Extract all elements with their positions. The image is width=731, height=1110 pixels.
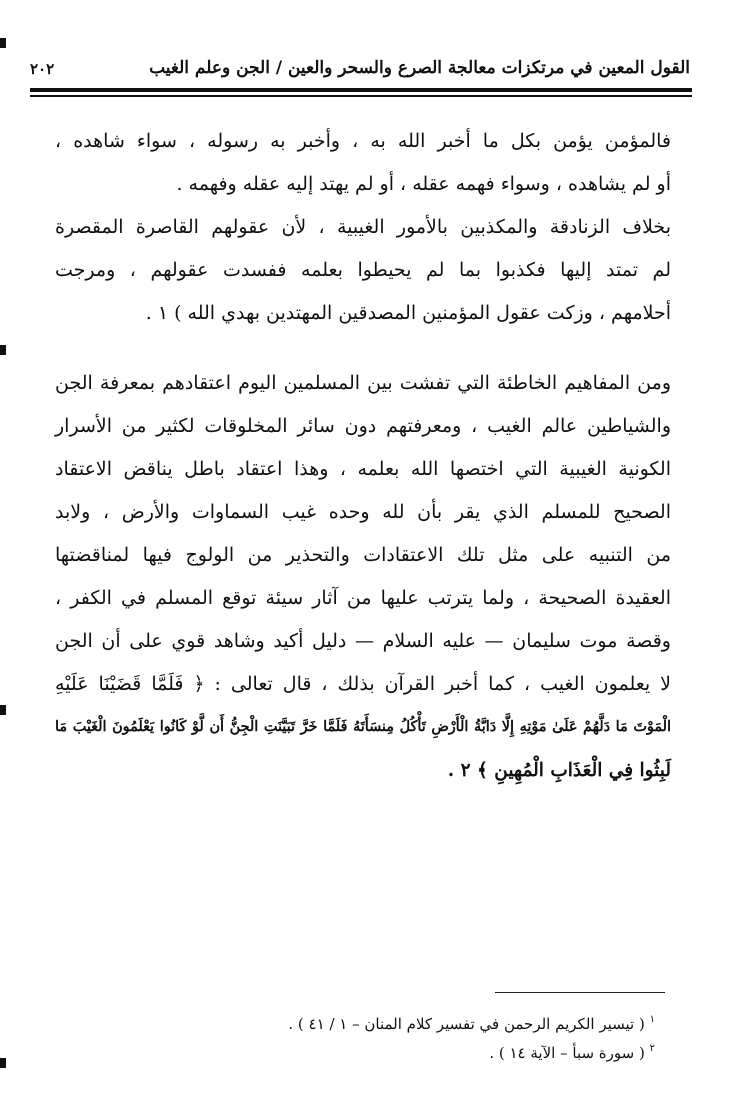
- body-text: [55, 120, 671, 792]
- running-header: [30, 56, 690, 86]
- quran-verse-line: الْمَوْتَ مَا دَلَّهُمْ عَلَىٰ مَوْتِهِ إِلَّا دَابَّةُ الْأَرْضِ تَأْكُلُ مِنسَأَتَهُ فَلَمَّا خَرَّ تَبَيَّنَتِ الْجِنُّ أَن لَّوْ كَانُوا يَعْلَمُونَ الْغَيْبَ مَا: [55, 719, 671, 735]
- footnotes: [175, 1010, 655, 1068]
- text-line: بخلاف الزنادقة والمكذبين بالأمور الغيبية ، لأن عقولهم القاصرة المقصرة: [55, 216, 671, 238]
- header-rule-thick: [30, 88, 692, 92]
- text-line: فالمؤمن يؤمن بكل ما أخبر الله به ، وأخبر به رسوله ، سواء شاهده ،: [55, 130, 671, 152]
- scan-edge-mark: [0, 38, 6, 48]
- text-line: الكونية الغيبية التي اختصها الله بعلمه ، وهذا اعتقاد باطل يناقض الاعتقاد: [55, 458, 671, 480]
- running-header-title: القول المعين في مرتكزات معالجة الصرع والسحر والعين / الجن وعلم الغيب: [149, 58, 690, 78]
- paragraph-gap: [55, 335, 671, 362]
- text-line: الصحيح للمسلم الذي يقر بأن لله وحده غيب السماوات والأرض ، ولابد: [55, 501, 671, 523]
- text-line: والشياطين عالم الغيب ، ومعرفتهم دون سائر المخلوقات لكثير من الأسرار: [55, 415, 671, 437]
- quran-verse-line: لَبِثُوا فِي الْعَذَابِ الْمُهِينِ ﴾ ٢ .: [447, 760, 671, 781]
- text-line: أحلامهم ، وزكت عقول المؤمنين المصدقين المهتدين بهدي الله ) ١ .: [145, 302, 671, 324]
- header-rule-thin: [30, 95, 692, 97]
- text-line: لا يعلمون الغيب ، كما أخبر القرآن بذلك ، قال تعالى : ﴿ فَلَمَّا قَضَيْنَا عَلَيْهِ: [55, 673, 671, 695]
- scan-edge-mark: [0, 1058, 6, 1068]
- footnote: [175, 1010, 655, 1039]
- text-line: العقيدة الصحيحة ، ولما يترتب عليها من آثار سيئة توقع المسلم في الكفر ،: [55, 587, 671, 609]
- page-number: ٢٠٢: [30, 60, 55, 78]
- scan-edge-mark: [0, 345, 6, 355]
- text-line: لم تمتد إليها فكذبوا بما لم يحيطوا بعلمه ففسدت عقولهم ، ومرجت: [55, 259, 671, 281]
- footnote-marker: ١: [649, 1014, 655, 1025]
- text-line: ومن المفاهيم الخاطئة التي تفشت بين المسلمين اليوم اعتقادهم بمعرفة الجن: [55, 372, 671, 394]
- footnote-text: ( تيسير الكريم الرحمن في تفسير كلام المنان – ١ / ٤١ ) .: [288, 1015, 645, 1033]
- footnote-separator: [495, 992, 665, 993]
- footnote-text: ( سورة سبأ – الآية ١٤ ) .: [489, 1044, 645, 1062]
- footnote: [175, 1039, 655, 1068]
- text-line: أو لم يشاهده ، وسواء فهمه عقله ، أو لم يهتد إليه عقله وفهمه .: [176, 173, 671, 195]
- text-line: من التنبيه على مثل تلك الاعتقادات والتحذير من الولوج فيها لمناقضتها: [55, 544, 671, 566]
- text-line: وقصة موت سليمان — عليه السلام — دليل أكيد وشاهد قوي على أن الجن: [55, 630, 671, 652]
- scan-edge-mark: [0, 705, 6, 715]
- footnote-marker: ٢: [649, 1043, 655, 1054]
